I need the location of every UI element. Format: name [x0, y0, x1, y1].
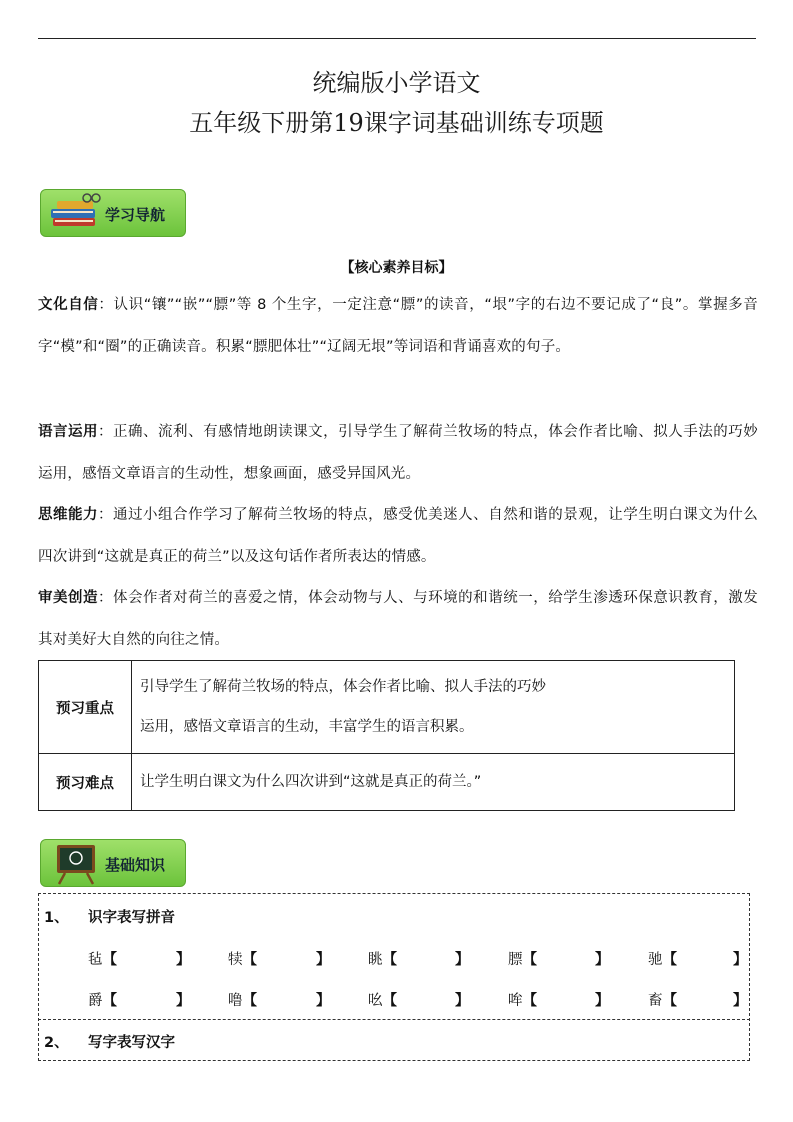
preview-focus-label: 预习重点: [39, 661, 132, 754]
question-1-title: 识字表写拼音: [88, 910, 175, 926]
bracket-open: 【: [662, 993, 677, 1009]
answer-slot-close[interactable]: 】: [316, 952, 331, 968]
basic-knowledge-label: 基础知识: [105, 856, 166, 874]
pinyin-item: [648, 989, 677, 1010]
answer-slot-close[interactable]: 】: [595, 952, 610, 968]
pinyin-char: 畜: [648, 993, 663, 1009]
top-rule: [38, 38, 756, 39]
goal-thinking-label: 思维能力: [38, 507, 99, 523]
pinyin-item: [508, 989, 537, 1010]
question-2-title: 写字表写汉字: [88, 1035, 175, 1051]
table-row: [39, 754, 735, 811]
study-nav-label: 学习导航: [105, 206, 166, 224]
page-subtitle: 五年级下册第19课字词基础训练专项题: [189, 109, 604, 137]
preview-table: [38, 660, 735, 811]
preview-difficulty-label: 预习难点: [39, 754, 132, 811]
bracket-open: 【: [662, 952, 677, 968]
pinyin-item: [648, 948, 677, 969]
goal-culture-text: ：认识“镶”“嵌”“膘”等 8 个生字，一定注意“膘”的读音，“垠”字的右边不要记成了“良”。掌握多音字“模”和“圈”的正确读音。积累“膘肥体壮”“辽阔无垠”等词语和背诵喜欢的句子。: [38, 297, 758, 355]
pinyin-char: 驰: [648, 952, 663, 968]
answer-slot-close[interactable]: 】: [733, 993, 748, 1009]
goal-language: [38, 412, 758, 495]
answer-slot-close[interactable]: 】: [595, 993, 610, 1009]
bracket-open: 【: [382, 993, 397, 1009]
pinyin-item: [228, 989, 257, 1010]
bracket-open: 【: [242, 993, 257, 1009]
answer-slot-close[interactable]: 】: [176, 952, 191, 968]
bracket-open: 【: [102, 952, 117, 968]
goal-aesthetic-text: ：体会作者对荷兰的喜爱之情，体会动物与人、与环境的和谐统一，给学生渗透环保意识教育，激发其对美好大自然的向往之情。: [38, 590, 758, 648]
study-nav-badge: [40, 189, 186, 237]
pinyin-char: 哞: [508, 993, 523, 1009]
table-row: [39, 661, 735, 754]
pinyin-char: 眺: [368, 952, 383, 968]
bracket-open: 【: [382, 952, 397, 968]
answer-slot-close[interactable]: 】: [176, 993, 191, 1009]
preview-focus-line1: 引导学生了解荷兰牧场的特点，体会作者比喻、拟人手法的巧妙: [140, 679, 546, 695]
pinyin-char: 膘: [508, 952, 523, 968]
bracket-open: 【: [242, 952, 257, 968]
goal-language-text: ：正确、流利、有感情地朗读课文，引导学生了解荷兰牧场的特点，体会作者比喻、拟人手法的巧妙运用，感悟文章语言的生动性，想象画面，感受异国风光。: [38, 424, 758, 482]
answer-slot-close[interactable]: 】: [455, 952, 470, 968]
preview-focus-line2: 运用，感悟文章语言的生动，丰富学生的语言积累。: [140, 719, 474, 735]
pinyin-item: [368, 948, 397, 969]
goal-culture: [38, 285, 758, 368]
pinyin-char: 噜: [228, 993, 243, 1009]
pinyin-char: 吆: [368, 993, 383, 1009]
goal-thinking: [38, 495, 758, 578]
bracket-open: 【: [102, 993, 117, 1009]
preview-difficulty-text: [132, 754, 735, 811]
goal-aesthetic: [38, 578, 758, 661]
pinyin-item: [508, 948, 537, 969]
books-icon: [47, 192, 105, 236]
pinyin-char: 犊: [228, 952, 243, 968]
pinyin-item: [88, 948, 117, 969]
answer-slot-close[interactable]: 】: [733, 952, 748, 968]
question-2-number: 2、: [44, 1035, 69, 1051]
pinyin-char: 爵: [88, 993, 103, 1009]
preview-difficulty-line1: 让学生明白课文为什么四次讲到“这就是真正的荷兰。”: [140, 774, 482, 790]
bracket-open: 【: [522, 993, 537, 1009]
goal-thinking-text: ：通过小组合作学习了解荷兰牧场的特点，感受优美迷人、自然和谐的景观，让学生明白课文为什么四次讲到“这就是真正的荷兰”以及这句话作者所表达的情感。: [38, 507, 758, 565]
page-title: 统编版小学语文: [312, 69, 481, 97]
bracket-open: 【: [522, 952, 537, 968]
preview-focus-text: [132, 661, 735, 754]
answer-slot-close[interactable]: 】: [455, 993, 470, 1009]
pinyin-item: [368, 989, 397, 1010]
question-1-number: 1、: [44, 910, 69, 926]
goal-aesthetic-label: 审美创造: [38, 590, 99, 606]
exercise-divider: [38, 1019, 750, 1020]
pinyin-char: 毡: [88, 952, 103, 968]
goal-language-label: 语言运用: [38, 424, 99, 440]
core-goals-heading: 【核心素养目标】: [340, 260, 453, 276]
pinyin-item: [228, 948, 257, 969]
answer-slot-close[interactable]: 】: [316, 993, 331, 1009]
pinyin-item: [88, 989, 117, 1010]
blackboard-icon: [47, 842, 105, 886]
goal-culture-label: 文化自信: [38, 297, 99, 313]
basic-knowledge-badge: [40, 839, 186, 887]
